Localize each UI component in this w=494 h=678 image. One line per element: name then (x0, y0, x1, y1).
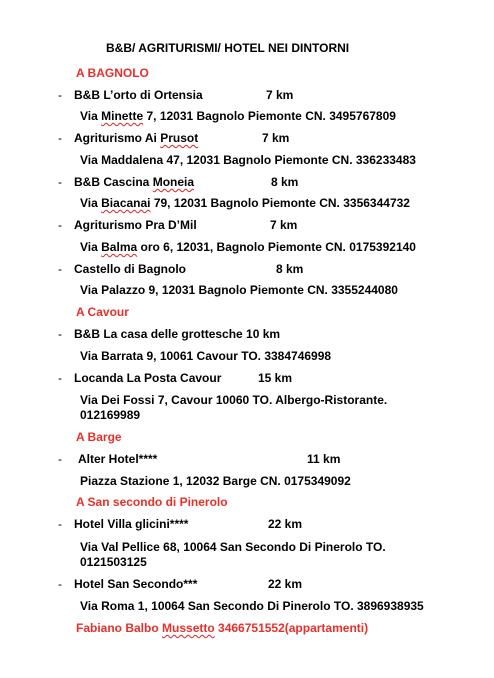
list-dash: - (58, 131, 62, 145)
entry-address: Via Dei Fossi 7, Cavour 10060 TO. Albergo-Ristorante. (80, 393, 388, 407)
list-dash: - (58, 452, 62, 466)
entry-address: Via Palazzo 9, 12031 Bagnolo Piemonte CN. 3355244080 (80, 283, 398, 297)
list-dash: - (58, 371, 62, 385)
footer-contact: Fabiano Balbo Mussetto 3466751552(appartamenti) (76, 621, 369, 635)
entry-distance: 7 km (262, 131, 290, 145)
entry-distance: 7 km (266, 88, 294, 102)
entry-name: Locanda La Posta Cavour (74, 371, 222, 385)
list-dash: - (58, 577, 62, 591)
list-dash: - (58, 262, 62, 276)
entry-address: Via Balma oro 6, 12031, Bagnolo Piemonte CN. 0175392140 (80, 240, 416, 254)
list-dash: - (58, 88, 62, 102)
entry-distance: 8 km (271, 175, 299, 189)
entry-address-line2: 0121503125 (80, 555, 147, 569)
section-heading-bagnolo: A BAGNOLO (76, 66, 149, 80)
entry-distance: 15 km (258, 371, 293, 385)
section-heading-cavour: A Cavour (76, 305, 129, 319)
entry-address: Via Biacanai 79, 12031 Bagnolo Piemonte CN. 3356344732 (80, 196, 410, 210)
entry-distance: 22 km (268, 577, 303, 591)
entry-name: B&B La casa delle grottesche 10 km (74, 327, 281, 341)
entry-address: Via Barrata 9, 10061 Cavour TO. 3384746998 (80, 349, 332, 363)
entry-name: Alter Hotel**** (78, 452, 158, 466)
list-dash: - (58, 175, 62, 189)
entry-distance: 8 km (276, 262, 304, 276)
entry-name: B&B L’orto di Ortensia (74, 88, 203, 102)
list-dash: - (58, 327, 62, 341)
list-dash: - (58, 218, 62, 232)
entry-name: Hotel Villa glicini**** (74, 517, 189, 531)
entry-address: Via Minette 7, 12031 Bagnolo Piemonte CN. 3495767809 (80, 109, 396, 123)
entry-distance: 7 km (270, 218, 298, 232)
entry-address: Via Val Pellice 68, 10064 San Secondo Di Pinerolo TO. (80, 540, 386, 554)
entry-name: Castello di Bagnolo (74, 262, 187, 276)
entry-name: Hotel San Secondo*** (74, 577, 198, 591)
entry-distance: 11 km (307, 452, 341, 466)
entry-name: Agriturismo Ai Prusot (74, 131, 199, 145)
entry-address: Via Roma 1, 10064 San Secondo Di Pinerolo TO. 3896938935 (80, 599, 424, 613)
entry-name: Agriturismo Pra D’Mil (74, 218, 197, 232)
entry-address-line2: 012169989 (80, 408, 141, 422)
section-heading-san-secondo: A San secondo di Pinerolo (76, 495, 228, 509)
section-heading-barge: A Barge (76, 430, 122, 444)
entry-distance: 22 km (268, 517, 303, 531)
entry-address: Via Maddalena 47, 12031 Bagnolo Piemonte CN. 336233483 (80, 153, 416, 167)
entry-address: Piazza Stazione 1, 12032 Barge CN. 0175349092 (80, 474, 351, 488)
list-dash: - (58, 517, 62, 531)
page-title: B&B/ AGRITURISMI/ HOTEL NEI DINTORNI (106, 41, 350, 55)
entry-name: B&B Cascina Moneia (74, 175, 195, 189)
